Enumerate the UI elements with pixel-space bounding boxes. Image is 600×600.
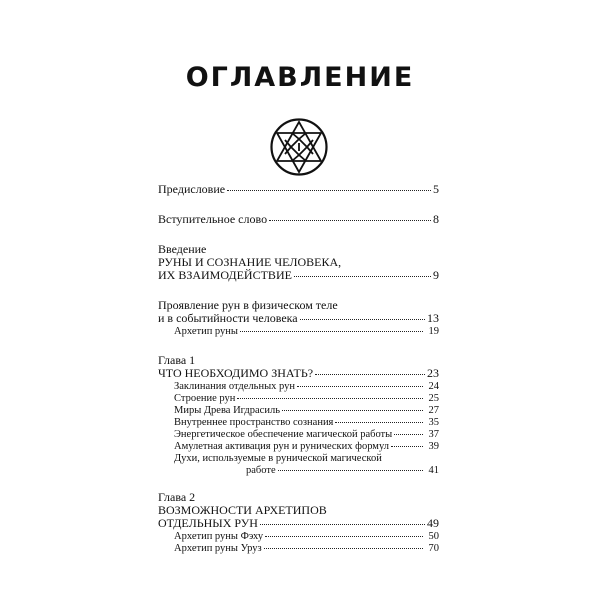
toc-entry <box>158 269 439 282</box>
toc-entry-preface[interactable] <box>158 183 439 196</box>
dot-leader <box>297 386 423 387</box>
dot-leader <box>300 319 425 320</box>
toc-subentry[interactable] <box>158 531 439 543</box>
dot-leader <box>264 548 423 549</box>
toc-subentry[interactable] <box>158 453 439 477</box>
toc-label: Предисловие <box>158 182 226 196</box>
section-title-line: РУНЫ И СОЗНАНИЕ ЧЕЛОВЕКА, <box>158 255 342 269</box>
toc-label-line: Духи, используемые в рунической магической <box>174 453 382 464</box>
toc-label: Внутреннее пространство сознания <box>174 417 334 428</box>
dot-leader <box>278 470 423 471</box>
toc-label: Архетип руны <box>174 326 238 337</box>
toc-page-number: 24 <box>428 381 439 392</box>
chapter-title-line: ОТДЕЛЬНЫХ РУН <box>158 516 258 530</box>
dot-leader <box>237 398 423 399</box>
dot-leader <box>260 524 425 525</box>
toc-label-line: работе <box>246 465 276 476</box>
toc-page-number: 50 <box>428 531 439 542</box>
chapter-title: ЧТО НЕОБХОДИМО ЗНАТЬ? <box>158 366 314 380</box>
toc-section-chapter-2[interactable] <box>158 491 439 555</box>
section-title-line: Проявление рун в физическом теле <box>158 298 338 312</box>
toc-page-number: 19 <box>428 326 439 337</box>
toc-label: Энергетическое обеспечение магической работы <box>174 429 393 440</box>
toc-page-number: 25 <box>428 393 439 404</box>
section-title-line: ИХ ВЗАИМОДЕЙСТВИЕ <box>158 268 292 282</box>
section-heading: Введение <box>158 242 207 256</box>
chapter-title-line: ВОЗМОЖНОСТИ АРХЕТИПОВ <box>158 503 327 517</box>
dot-leader <box>240 331 423 332</box>
dot-leader <box>269 220 431 221</box>
dot-leader <box>282 410 423 411</box>
toc-subentry[interactable] <box>158 429 439 441</box>
toc-page-number: 39 <box>428 441 439 452</box>
toc-entry-intro-word[interactable] <box>158 213 439 226</box>
chapter-heading: Глава 2 <box>158 490 196 504</box>
toc-page-number: 70 <box>428 543 439 554</box>
dot-leader <box>294 276 431 277</box>
toc-label: Архетип руны Фэху <box>174 531 264 542</box>
toc-section-introduction[interactable] <box>158 243 439 282</box>
toc-section-manifestation[interactable] <box>158 299 439 338</box>
dot-leader <box>265 536 423 537</box>
chapter-heading: Глава 1 <box>158 353 196 367</box>
table-of-contents <box>158 183 439 555</box>
toc-subentry[interactable] <box>158 405 439 417</box>
runic-star-circle-icon <box>269 117 329 177</box>
toc-section-chapter-1[interactable] <box>158 354 439 477</box>
dot-leader <box>391 446 423 447</box>
toc-entry <box>158 517 439 530</box>
dot-leader <box>227 190 431 191</box>
toc-page-number: 8 <box>433 212 439 226</box>
toc-label: Архетип руны Уруз <box>174 543 262 554</box>
toc-subentry[interactable] <box>158 543 439 555</box>
toc-page-number: 41 <box>428 465 439 476</box>
toc-page-number: 5 <box>433 182 439 196</box>
toc-page-number: 23 <box>427 366 439 380</box>
dot-leader <box>394 434 423 435</box>
toc-subentry[interactable] <box>158 417 439 429</box>
toc-entry <box>158 465 439 477</box>
toc-subentry[interactable] <box>158 393 439 405</box>
dot-leader <box>335 422 423 423</box>
toc-entry <box>158 312 439 325</box>
toc-page-number: 37 <box>428 429 439 440</box>
toc-page-number: 13 <box>427 311 439 325</box>
page-title: ОГЛАВЛЕНИЕ <box>185 62 415 93</box>
toc-label: Строение рун <box>174 393 236 404</box>
toc-label: Амулетная активация рун и рунических формул <box>174 441 389 452</box>
toc-label: Миры Древа Игдрасиль <box>174 405 280 416</box>
toc-subentry[interactable] <box>158 381 439 393</box>
toc-page-number: 9 <box>433 268 439 282</box>
toc-subentry[interactable] <box>158 326 439 338</box>
toc-label: Заклинания отдельных рун <box>174 381 295 392</box>
toc-page-number: 49 <box>427 516 439 530</box>
toc-page-number: 27 <box>428 405 439 416</box>
section-title-line: и в событийности человека <box>158 311 298 325</box>
toc-page-number: 35 <box>428 417 439 428</box>
dot-leader <box>315 374 425 375</box>
toc-entry <box>158 367 439 380</box>
toc-subentry[interactable] <box>158 441 439 453</box>
toc-label: Вступительное слово <box>158 212 268 226</box>
